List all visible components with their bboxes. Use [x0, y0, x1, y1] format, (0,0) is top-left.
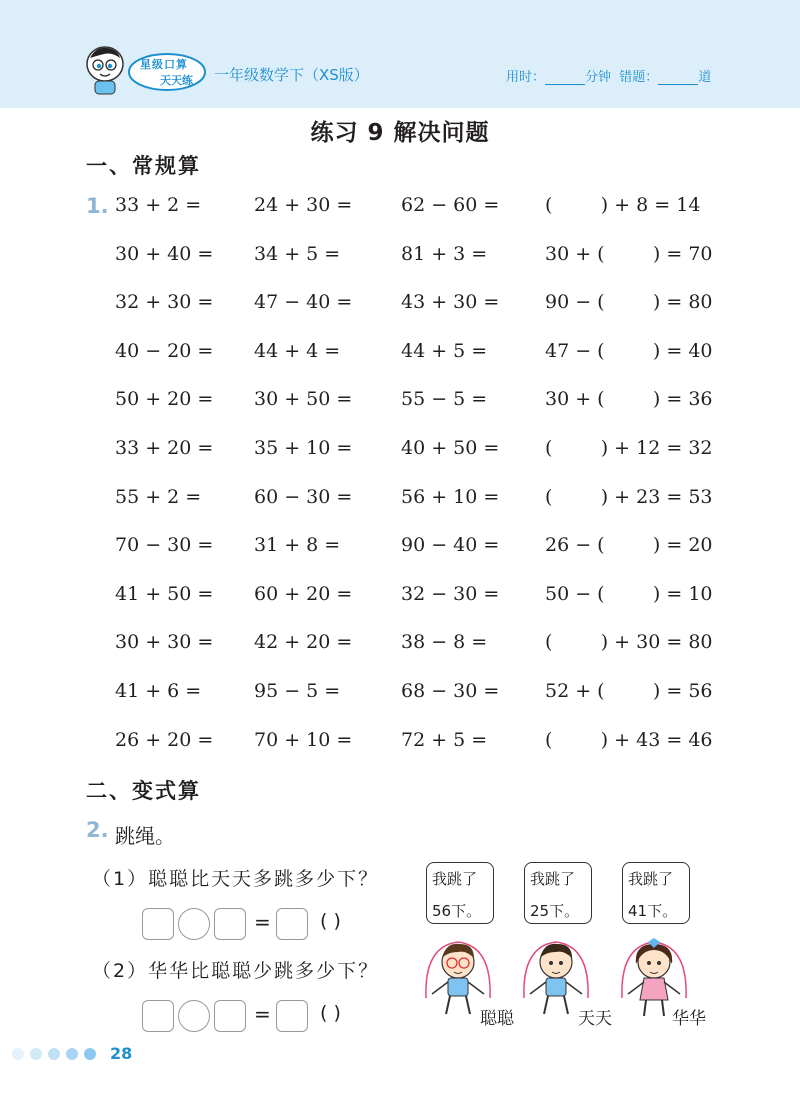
equation: 30 + 30 =: [115, 631, 214, 654]
equation: 47 − 40 =: [254, 291, 353, 314]
errors-label: 错题：: [619, 70, 659, 85]
minutes-label: 分钟: [585, 70, 612, 85]
mascot-icon: [84, 44, 126, 96]
time-blank[interactable]: [545, 69, 585, 85]
time-error-record: [506, 66, 711, 85]
equation: 24 + 30 =: [254, 194, 353, 216]
equation: 26 + 20 =: [115, 728, 214, 751]
equation: 31 + 8 =: [254, 534, 341, 557]
page-number: 28: [110, 1044, 133, 1063]
fill-blank-equation[interactable]: 30 + ( ) = 36: [545, 388, 713, 411]
equation: 90 − 40 =: [401, 534, 500, 557]
equation: 55 + 2 =: [115, 485, 202, 508]
fill-blank-equation[interactable]: 47 − ( ) = 40: [545, 339, 713, 362]
bubble-line1: 我跳了: [628, 870, 674, 888]
question-number-1: 1.: [86, 194, 109, 218]
question-number-2: 2.: [86, 818, 109, 842]
equation: 33 + 20 =: [115, 437, 214, 459]
answer-box[interactable]: [214, 908, 246, 940]
equation: 34 + 5 =: [254, 242, 341, 265]
bubble-line2: 56下。: [432, 902, 482, 920]
fill-blank-equation[interactable]: ( ) + 30 = 80: [545, 631, 713, 654]
answer-box[interactable]: [142, 1000, 174, 1032]
fill-blank-equation[interactable]: 90 − ( ) = 80: [545, 291, 713, 314]
equation: 42 + 20 =: [254, 631, 353, 654]
result-box[interactable]: [276, 1000, 308, 1032]
time-label: 用时：: [506, 70, 546, 85]
equation: 40 + 50 =: [401, 437, 500, 459]
footer-dot-decoration: [66, 1048, 78, 1060]
fill-blank-equation[interactable]: ( ) + 23 = 53: [545, 485, 713, 508]
grade-label: 一年级数学下（XS版）: [214, 66, 369, 84]
equation: 81 + 3 =: [401, 242, 488, 265]
errors-blank[interactable]: [658, 69, 698, 85]
brand-subtitle: 天天练: [160, 74, 193, 87]
equation: 30 + 50 =: [254, 388, 353, 411]
equation: 44 + 5 =: [401, 339, 488, 362]
equation: 70 − 30 =: [115, 534, 214, 557]
name-tiantian: 天天: [578, 1009, 612, 1029]
equation: 43 + 30 =: [401, 291, 500, 314]
equation: 32 − 30 =: [401, 582, 500, 605]
equation: 68 − 30 =: [401, 680, 500, 702]
equation: 35 + 10 =: [254, 437, 353, 459]
equation: 95 − 5 =: [254, 680, 341, 702]
bubble-line1: 我跳了: [530, 870, 576, 888]
bubble-line2: 41下。: [628, 902, 678, 920]
footer-dot-decoration: [84, 1048, 96, 1060]
subquestion-2: （2）华华比聪聪少跳多少下？: [92, 960, 380, 982]
equals-sign: =: [254, 1002, 271, 1026]
equation: 55 − 5 =: [401, 388, 488, 411]
section-label-routine: 一、常规算: [86, 154, 201, 178]
name-huahua: 华华: [672, 1009, 706, 1029]
equation: 50 + 20 =: [115, 388, 214, 411]
unit-parenthesis[interactable]: ( ): [320, 1002, 341, 1024]
answer-box[interactable]: [214, 1000, 246, 1032]
subquestion-1: （1）聪聪比天天多跳多少下？: [92, 868, 380, 890]
equation: 56 + 10 =: [401, 485, 500, 508]
equals-sign: =: [254, 910, 271, 934]
section-label-variation: 二、变式算: [86, 779, 201, 803]
equation: 41 + 50 =: [115, 582, 214, 605]
fill-blank-equation[interactable]: ( ) + 12 = 32: [545, 437, 713, 459]
footer-dot-decoration: [12, 1048, 24, 1060]
page-title: 练习 9 解决问题: [310, 120, 490, 146]
fill-blank-equation[interactable]: ( ) + 8 = 14: [545, 194, 701, 216]
fill-blank-equation[interactable]: 50 − ( ) = 10: [545, 582, 713, 605]
equation: 60 − 30 =: [254, 485, 353, 508]
equation: 70 + 10 =: [254, 728, 353, 751]
unit-parenthesis[interactable]: ( ): [320, 910, 341, 932]
fill-blank-equation[interactable]: 26 − ( ) = 20: [545, 534, 713, 557]
equation: 60 + 20 =: [254, 582, 353, 605]
bubble-line1: 我跳了: [432, 870, 478, 888]
equation: 44 + 4 =: [254, 339, 341, 362]
name-congcong: 聪聪: [480, 1009, 514, 1029]
footer-dot-decoration: [30, 1048, 42, 1060]
equation: 72 + 5 =: [401, 728, 488, 751]
fill-blank-equation[interactable]: ( ) + 43 = 46: [545, 728, 713, 751]
errors-unit: 道: [698, 70, 712, 85]
footer-dot-decoration: [48, 1048, 60, 1060]
answer-box[interactable]: [142, 908, 174, 940]
equation: 40 − 20 =: [115, 339, 214, 362]
bubble-line2: 25下。: [530, 902, 580, 920]
fill-blank-equation[interactable]: 30 + ( ) = 70: [545, 242, 713, 265]
brand-title: 星级口算: [140, 58, 188, 71]
fill-blank-equation[interactable]: 52 + ( ) = 56: [545, 680, 713, 702]
equation: 38 − 8 =: [401, 631, 488, 654]
operator-circle[interactable]: [178, 1000, 210, 1032]
equation: 30 + 40 =: [115, 242, 214, 265]
question-2-title: 跳绳。: [115, 824, 175, 848]
operator-circle[interactable]: [178, 908, 210, 940]
equation: 33 + 2 =: [115, 194, 202, 216]
result-box[interactable]: [276, 908, 308, 940]
equation: 41 + 6 =: [115, 680, 202, 702]
equation: 32 + 30 =: [115, 291, 214, 314]
equation: 62 − 60 =: [401, 194, 500, 216]
